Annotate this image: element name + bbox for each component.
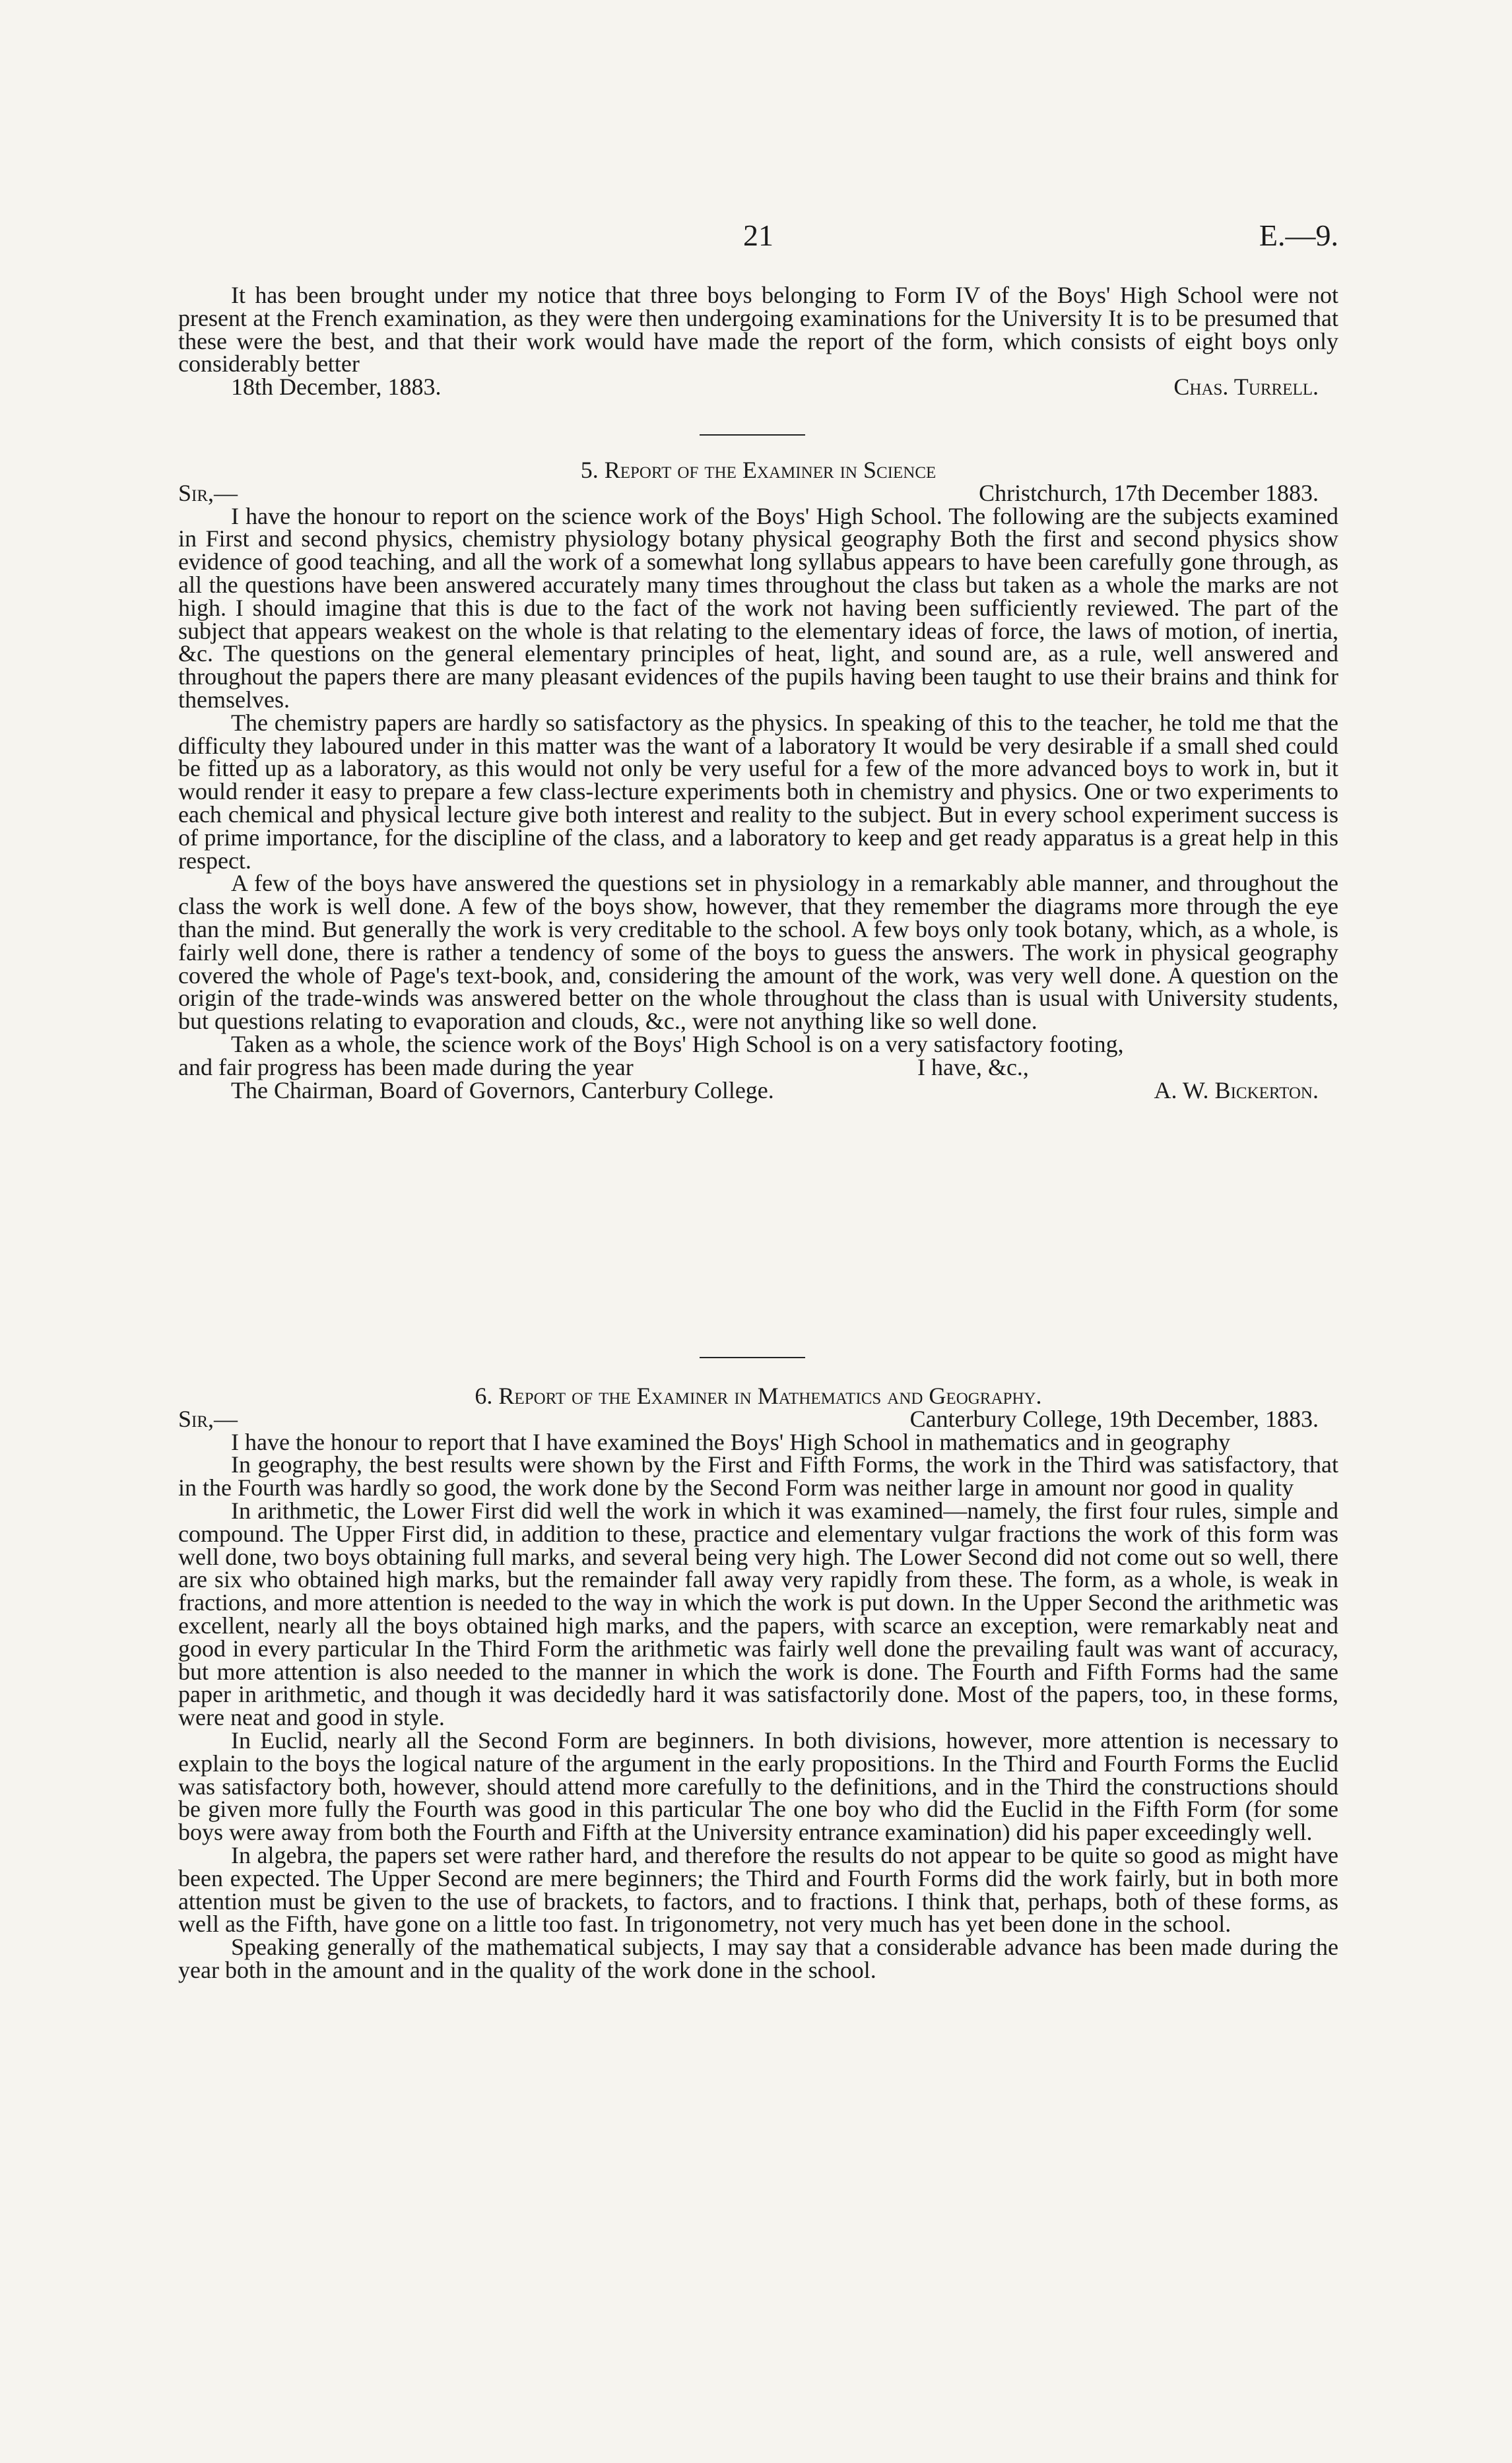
section-divider-2 (700, 1357, 805, 1358)
report-6-paragraph: In geography, the best results were shown by the First and Fifth Forms, the work in the Third was satisfactory, that in the Fourth was hardly so good, the work done by the Second Form was neither large in amount nor good in quality (178, 1451, 1338, 1501)
report-6-paragraph: In algebra, the papers set were rather hard, and therefore the results do not appear to be quite so good as might have been expected. The Upper Second are mere beginners; the Third and Fourth Forms did the work fairly, but in both more attention must be given to the use of brackets, to factors, and to fractions. I think that, perhaps, both of these forms, as well as the Fifth, have gone on a little too fast. In trigonometry, not very much has yet been done in the school. (178, 1841, 1338, 1938)
report-5-addressee: The Chairman, Board of Governors, Canterbury College. (231, 1076, 774, 1103)
intro-paragraph: It has been brought under my notice that three boys belonging to Form IV of the Boys' High School were not present at the French examination, as they were then undergoing examinations for the University It is to be presumed that these were the best, and that their work would have made the report of the form, which consists of eight boys only considerably better (178, 282, 1338, 378)
report-6-salutation-row (178, 1405, 1338, 1432)
intro-signoff-row (178, 376, 1338, 399)
report-5-section (178, 459, 1338, 1101)
report-5-closing-left: and fair progress has been made during the year (178, 1053, 634, 1080)
intro-section (178, 284, 1338, 399)
intro-signature: Chas. Turrell. (1173, 374, 1319, 401)
report-5-salutation: Sir,— (178, 479, 238, 506)
report-6-salutation: Sir,— (178, 1405, 238, 1432)
report-5-closing-row (178, 1053, 1338, 1080)
report-5-place-date: Christchurch, 17th December 1883. (979, 479, 1319, 506)
report-5-salutation-row (178, 479, 1338, 506)
report-5-addressee-row (178, 1076, 1338, 1103)
page-header (178, 218, 1338, 257)
report-6-paragraph: In Euclid, nearly all the Second Form are beginners. In both divisions, however, more attention is necessary to explain to the boys the logical nature of the argument in the early propositions. In the Third and Fourth Forms the Euclid was satisfactory both, however, should attend more carefully to the definitions, and in the Third the constructions should be given more fully the Fourth was good in this particular The one boy who did the Euclid in the Fifth Form (for some boys were away from both the Fourth and Fifth at the University entrance examination) did his paper exceedingly well. (178, 1726, 1338, 1846)
report-5-title: 5. Report of the Examiner in Science (580, 457, 937, 483)
report-5-closing-right: I have, &c., (917, 1053, 1029, 1080)
report-6-paragraph: Speaking generally of the mathematical subjects, I may say that a considerable advance has been made during the year both in the amount and in the quality of the work done in the school. (178, 1934, 1338, 1983)
report-6-place-date: Canterbury College, 19th December, 1883. (909, 1405, 1319, 1432)
report-5-paragraph: I have the honour to report on the science work of the Boys' High School. The following are the subjects examined in First and second physics, chemistry physiology botany physical geography Both the first and second physics show evidence of good teaching, and all the work of a somewhat long syllabus appears to have been carefully gone through, as all the questions have been answered accurately many times throughout the class but taken as a whole the marks are not high. I should imagine that this is due to the fact of the work not having been sufficiently reviewed. The part of the subject that appears weakest on the whole is that relating to the elementary ideas of force, the laws of motion, of inertia, &c. The questions on the general elementary principles of heat, light, and sound are, as a rule, well answered and throughout the papers there are many pleasant evidences of the pupils having been taught to use their brains and think for themselves. (178, 502, 1338, 713)
page-number: 21 (743, 218, 773, 252)
document-code: E.—9. (1259, 218, 1338, 252)
section-divider-1 (700, 434, 805, 436)
report-5-paragraph: A few of the boys have answered the questions set in physiology in a remarkably able manner, and throughout the class the work is well done. A few of the boys show, however, that they remember the diagrams more through the eye than the mind. But generally the work is very creditable to the school. A few boys only took botany, which, as a whole, is fairly well done, there is rather a tendency of some of the boys to guess the answers. The work in physical geography covered the whole of Page's text-book, and, considering the amount of the work, was very well done. A question on the origin of the trade-winds was answered better on the whole throughout the class than is usual with University students, but questions relating to evaporation and clouds, &c., were not anything like so well done. (178, 870, 1338, 1035)
report-5-paragraph: The chemistry papers are hardly so satisfactory as the physics. In speaking of this to the teacher, he told me that the difficulty they laboured under in this matter was the want of a laboratory It would be very desirable if a small shed could be fitted up as a laboratory, as this would not only be very useful for a few of the more advanced boys to work in, but it would render it easy to prepare a few class-lecture experiments both in chemistry and physics. One or two experiments to each chemical and physical lecture give both interest and reality to the subject. But in every school experiment success is of prime importance, for the discipline of the class, and a laboratory to keep and get ready apparatus is a great help in this respect. (178, 709, 1338, 874)
report-6-section (178, 1385, 1338, 1982)
report-5-signature: A. W. Bickerton. (1154, 1076, 1319, 1103)
report-5-paragraph: Taken as a whole, the science work of the Boys' High School is on a very satisfactory footing, (231, 1030, 1124, 1057)
report-6-paragraph: In arithmetic, the Lower First did well the work in which it was examined—namely, the first four rules, simple and compound. The Upper First did, in addition to these, practice and elementary vulgar fractions the work of this form was well done, two boys obtaining full marks, and several being very high. The Lower Second did not come out so well, there are six who obtained high marks, but the remainder fall away very rapidly from these. The form, as a whole, is weak in fractions, and more attention is needed to the way in which the work is put down. In the Upper Second the arithmetic was excellent, nearly all the boys obtained high marks, and the papers, with scarce an exception, were remarkably neat and good in every particular In the Third Form the arithmetic was fairly well done the prevailing fault was want of accuracy, but more attention is also needed to the manner in which the work is done. The Fourth and Fifth Forms had the same paper in arithmetic, and though it was decidedly hard it was satisfactorily done. Most of the papers, too, in these forms, were neat and good in style. (178, 1497, 1338, 1731)
intro-date: 18th December, 1883. (231, 374, 442, 401)
report-6-title: 6. Report of the Examiner in Mathematics and Geography. (475, 1383, 1042, 1409)
report-6-paragraph: I have the honour to report that I have examined the Boys' High School in mathematics and in geography (231, 1428, 1231, 1455)
